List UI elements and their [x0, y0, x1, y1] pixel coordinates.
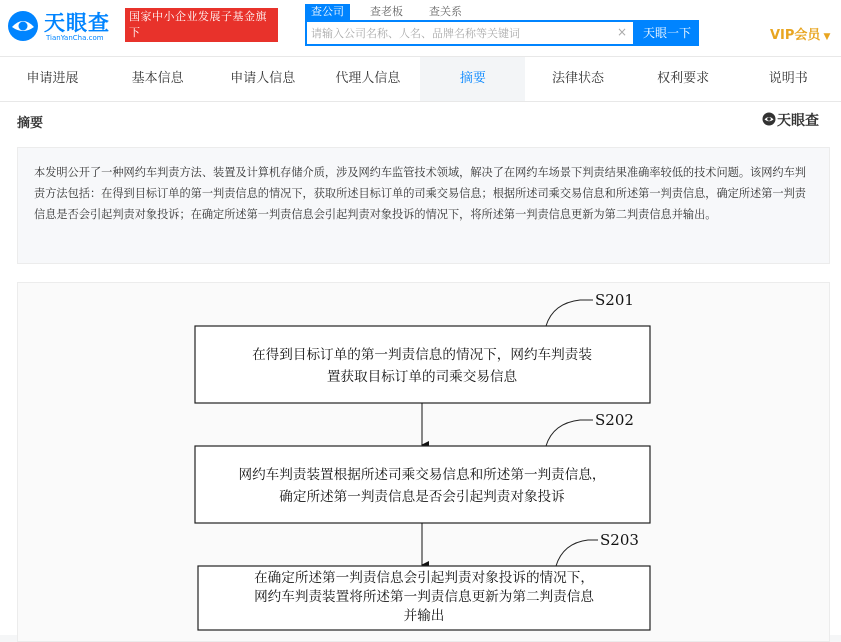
- step-text-line: 网约车判责装置将所述第一判责信息更新为第二判责信息: [254, 589, 594, 605]
- tab-agent-info[interactable]: 代理人信息: [335, 71, 401, 86]
- tab-description[interactable]: 说明书: [768, 71, 808, 86]
- vip-member-link[interactable]: [770, 24, 830, 43]
- step-label: S202: [595, 411, 634, 429]
- tab-abstract[interactable]: 摘要: [420, 57, 525, 101]
- badge-line-2: 官方备案企业征信机构: [129, 42, 264, 55]
- logo-text: 天眼查: [44, 11, 110, 35]
- tianyancha-logo[interactable]: [6, 7, 118, 45]
- abstract-panel: [0, 102, 841, 635]
- tab-search-relation[interactable]: 查关系: [429, 5, 462, 18]
- tab-legal-status[interactable]: 法律状态: [552, 71, 605, 86]
- step-leader-line: [546, 420, 593, 446]
- step-label: S203: [600, 531, 639, 549]
- step-label: S201: [595, 291, 634, 309]
- tab-applicant-info[interactable]: 申请人信息: [230, 71, 296, 86]
- flow-step-box: [195, 326, 650, 403]
- top-header: [0, 0, 841, 56]
- tab-application-progress[interactable]: 申请进展: [26, 71, 79, 86]
- tab-claims[interactable]: 权利要求: [657, 71, 710, 86]
- flowchart: [18, 283, 830, 642]
- tab-search-boss[interactable]: 查老板: [370, 5, 403, 18]
- step-text-line: 确定所述第一判责信息是否会引起判责对象投诉: [279, 489, 565, 505]
- tab-basic-info[interactable]: 基本信息: [131, 71, 184, 86]
- flowchart-figure: [17, 282, 830, 642]
- eye-logo-icon: [762, 112, 776, 126]
- badge-line-1: 国家中小企业发展子基金旗下: [129, 10, 267, 39]
- search-button[interactable]: 天眼一下: [635, 20, 699, 46]
- abstract-text: 本发明公开了一种网约车判责方法、装置及计算机存储介质，涉及网约车监管技术领域，解决了在网约车场景下判责结果准确率较低的技术问题。该网约车判责方法包括：在得到目标订单的第一判责信息的情况下，获取所述目标订单的司乘交易信息；根据所述司乘交易信息和所述第一判责信息，确定所述第一判责信息是否会引起判责对象投诉；在确定所述第一判责信息会引起判责对象投诉的情况下，将所述第一判责信息更新为第二判责信息并输出。: [17, 147, 830, 264]
- step-text-line: 并输出: [403, 608, 445, 624]
- step-text-line: 网约车判责装置根据所述司乘交易信息和所述第一判责信息，: [238, 467, 606, 483]
- tab-search-company[interactable]: 查公司: [305, 4, 350, 20]
- search-input[interactable]: [311, 24, 611, 42]
- search-box: [305, 20, 635, 46]
- section-title: 摘要: [17, 116, 44, 131]
- logo-domain: TianYanCha.com: [46, 34, 104, 42]
- eye-logo-icon: [6, 9, 40, 43]
- clear-icon[interactable]: ×: [616, 25, 627, 39]
- step-text-line: 置获取目标订单的司乘交易信息: [326, 369, 518, 385]
- step-text-line: 在确定所述第一判责信息会引起判责对象投诉的情况下，: [254, 570, 594, 586]
- brand-text: 天眼查: [777, 113, 819, 129]
- patent-tab-bar: [0, 56, 841, 102]
- flow-step-box: [195, 446, 650, 523]
- step-text-line: 在得到目标订单的第一判责信息的情况下，网约车判责装: [252, 347, 592, 363]
- brand-watermark: [762, 110, 832, 130]
- vip-label: VIP会员: [770, 28, 821, 43]
- step-leader-line: [546, 300, 593, 326]
- search-type-tabs: [305, 4, 482, 20]
- step-leader-line: [556, 540, 598, 566]
- chevron-down-icon: ▼: [823, 32, 831, 42]
- certification-badge: [125, 8, 278, 55]
